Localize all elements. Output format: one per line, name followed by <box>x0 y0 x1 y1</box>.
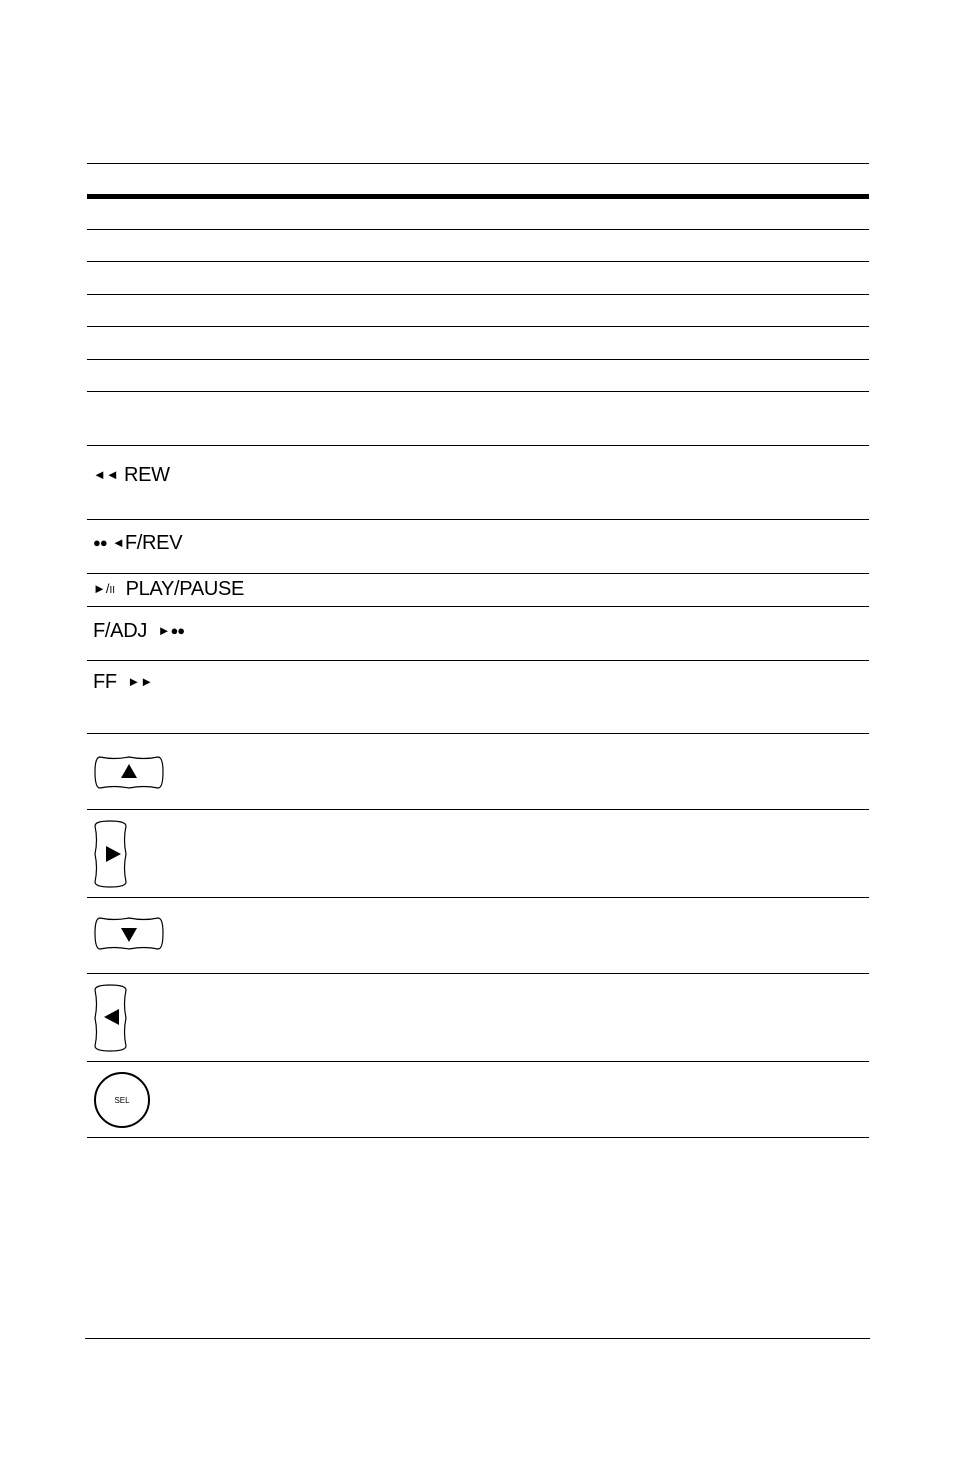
table-top-rule <box>87 163 869 164</box>
row-divider <box>87 359 869 360</box>
sel-button-label: SEL <box>114 1096 130 1105</box>
row-divider <box>87 809 869 810</box>
frev-arrow-icon: ◄ <box>111 535 125 550</box>
fadj-text: F/ADJ <box>93 620 148 642</box>
table-header-rule <box>87 194 869 199</box>
row-divider <box>87 326 869 327</box>
up-arrow-button-icon <box>94 756 164 790</box>
frev-text: F/REV <box>124 532 183 554</box>
row-divider <box>87 973 869 974</box>
pause-icon: II <box>109 585 116 596</box>
row-divider <box>87 660 869 661</box>
row-divider <box>87 261 869 262</box>
row-divider <box>87 1061 869 1062</box>
table-bottom-rule <box>87 1137 869 1138</box>
left-arrow-button-icon <box>94 984 128 1052</box>
fadj-arrow-icon: ► <box>157 623 171 638</box>
fadj-control-label <box>93 620 184 642</box>
row-divider <box>87 445 869 446</box>
row-divider <box>87 229 869 230</box>
row-divider <box>87 733 869 734</box>
rewind-icon: ◄◄ <box>93 467 119 482</box>
rew-text: REW <box>124 464 170 486</box>
frev-control-label <box>93 532 182 554</box>
row-divider <box>87 573 869 574</box>
row-divider <box>87 391 869 392</box>
row-divider <box>87 294 869 295</box>
ff-text: FF <box>93 671 117 693</box>
row-divider <box>87 606 869 607</box>
row-divider <box>87 519 869 520</box>
sel-button-icon <box>94 1071 152 1129</box>
ff-control-label <box>93 671 153 693</box>
fadj-dots-icon: ●● <box>170 623 185 638</box>
fast-forward-icon: ►► <box>127 674 154 689</box>
right-arrow-button-icon <box>94 820 128 888</box>
footer-rule <box>85 1338 870 1339</box>
down-arrow-button-icon <box>94 917 164 951</box>
play-pause-text: PLAY/PAUSE <box>125 578 245 600</box>
play-pause-control-label <box>93 578 244 602</box>
frev-dots-icon: ●● <box>93 535 107 550</box>
rew-control-label <box>93 464 170 486</box>
play-icon: ►/ <box>93 581 110 596</box>
row-divider <box>87 897 869 898</box>
